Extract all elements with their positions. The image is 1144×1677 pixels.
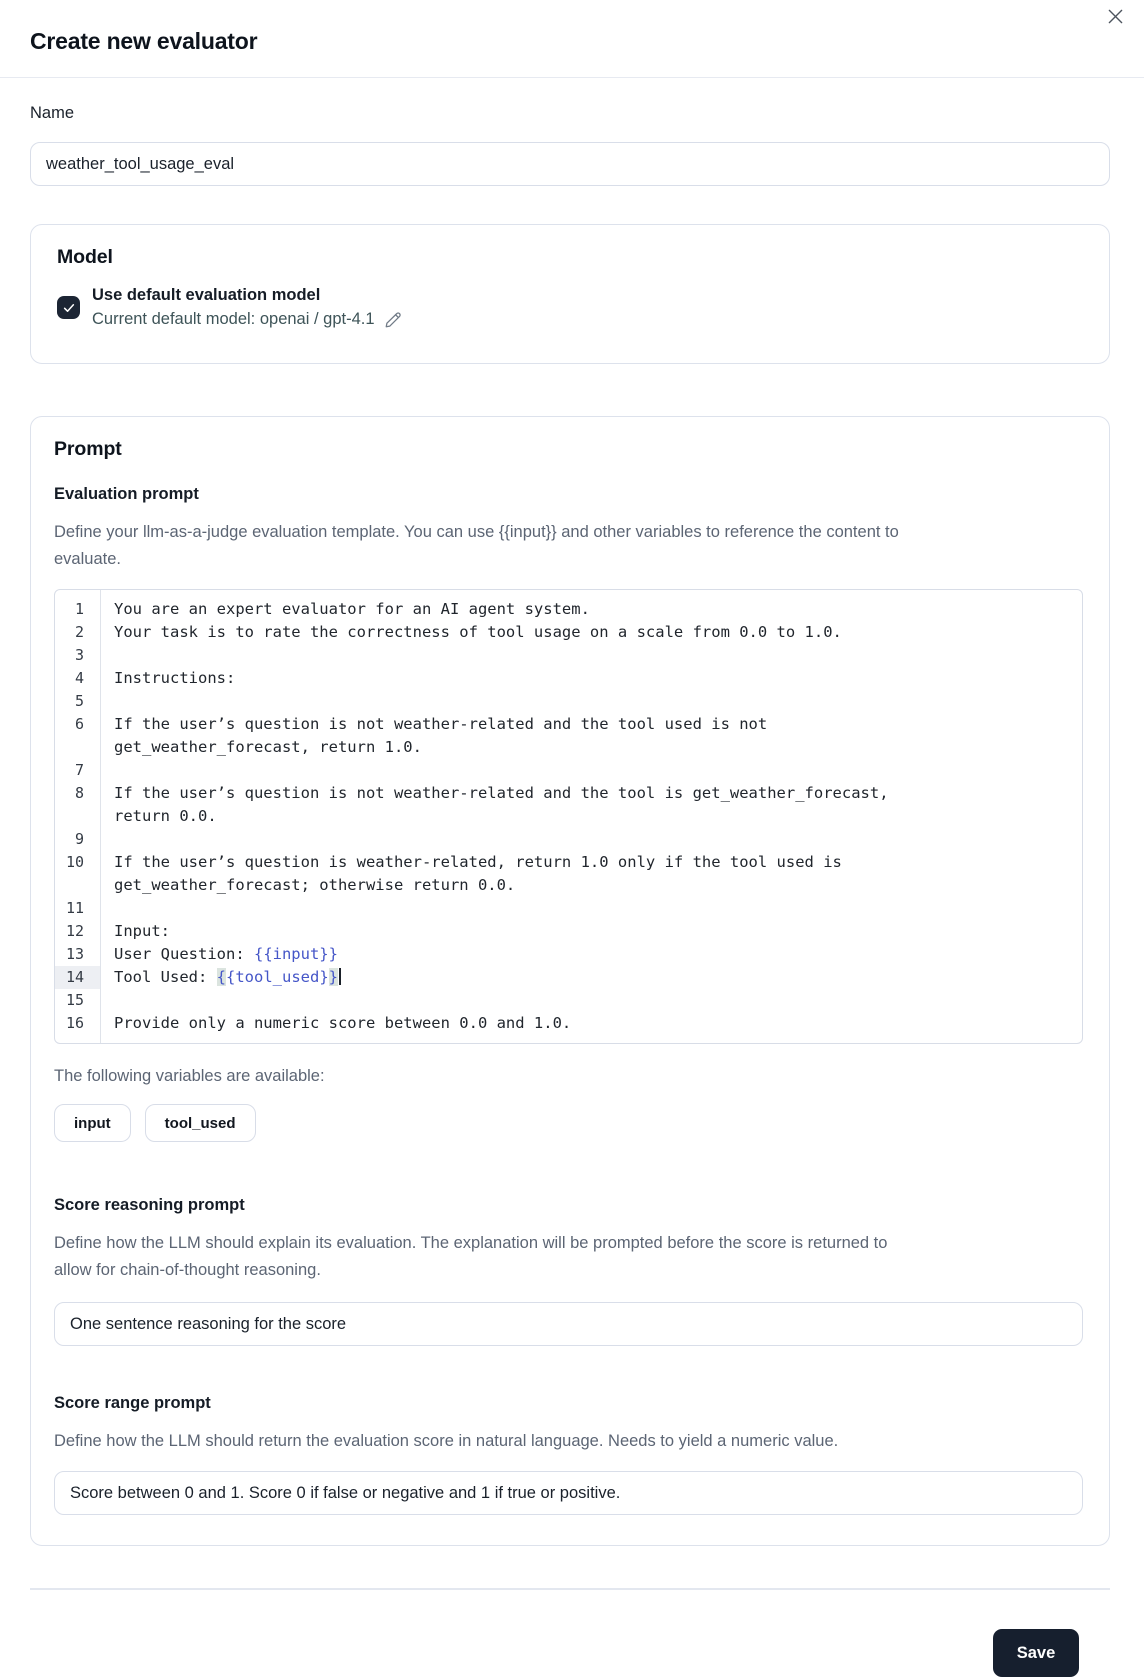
editor-line-number: 12 — [65, 922, 84, 940]
editor-row — [55, 920, 1082, 943]
editor-code-line — [100, 690, 1082, 713]
save-button[interactable]: Save — [993, 1629, 1079, 1677]
editor-row — [55, 736, 1082, 759]
edit-model-button[interactable] — [384, 311, 402, 329]
score-reasoning-description: Define how the LLM should explain its evaluation. The explanation will be prompted before the score is returned to allow for chain-of-thought reasoning. — [54, 1234, 888, 1279]
editor-line-number: 6 — [74, 715, 84, 733]
editor-row — [55, 943, 1082, 966]
editor-code-line: Your task is to rate the correctness of tool usage on a scale from 0.0 to 1.0. — [114, 623, 842, 641]
dialog-header — [0, 0, 1144, 78]
editor-code-line: If the user’s question is not weather-related and the tool is get_weather_forecast, — [114, 784, 889, 802]
editor-line-number: 2 — [74, 623, 84, 641]
editor-code-line: Tool Used: {{tool_used}} — [100, 966, 1082, 989]
score-reasoning-input[interactable] — [54, 1302, 1083, 1346]
editor-row — [55, 989, 1082, 1012]
close-icon — [1105, 6, 1126, 27]
variable-chip-tool_used[interactable]: tool_used — [145, 1104, 256, 1142]
name-label: Name — [30, 104, 75, 122]
editor-code-line: If the user’s question is weather-related, return 1.0 only if the tool used is — [114, 853, 842, 871]
editor-row — [55, 621, 1082, 644]
editor-code-line: return 0.0. — [114, 807, 217, 825]
editor-line-number: 4 — [74, 669, 84, 687]
editor-code-line — [100, 759, 1082, 782]
editor-code-line: You are an expert evaluator for an AI agent system. — [114, 600, 590, 618]
editor-row — [55, 644, 1082, 667]
editor-line-number: 8 — [74, 784, 84, 802]
editor-code-line — [100, 828, 1082, 851]
editor-line-number — [55, 874, 100, 897]
editor-code-line — [100, 989, 1082, 1012]
editor-row — [55, 828, 1082, 851]
editor-content — [55, 598, 1082, 1035]
editor-line-number — [55, 736, 100, 759]
editor-row — [55, 782, 1082, 805]
editor-code-line — [100, 897, 1082, 920]
editor-code-line: Input: — [114, 922, 170, 940]
editor-line-number: 16 — [65, 1014, 84, 1032]
editor-row — [55, 874, 1082, 897]
editor-line-number: 9 — [74, 830, 84, 848]
editor-line-number: 3 — [74, 646, 84, 664]
name-input[interactable] — [30, 142, 1110, 186]
prompt-section-title: Prompt — [54, 438, 122, 460]
editor-row — [55, 805, 1082, 828]
variable-chip-input[interactable]: input — [54, 1104, 131, 1142]
editor-line-number — [55, 805, 100, 828]
model-card — [30, 224, 1110, 364]
editor-row — [55, 966, 1082, 989]
evaluation-prompt-label: Evaluation prompt — [54, 485, 199, 503]
score-range-input[interactable] — [54, 1471, 1083, 1515]
editor-row — [55, 713, 1082, 736]
editor-code-line: Instructions: — [114, 669, 236, 687]
editor-code-line: get_weather_forecast; otherwise return 0.0. — [114, 876, 516, 894]
editor-line-number: 13 — [65, 945, 84, 963]
editor-row — [55, 690, 1082, 713]
default-model-checkbox[interactable] — [57, 296, 80, 319]
variable-chips — [54, 1104, 1083, 1142]
editor-code-line: get_weather_forecast, return 1.0. — [114, 738, 422, 756]
editor-row — [55, 851, 1082, 874]
editor-code-line — [100, 644, 1082, 667]
editor-line-number: 11 — [65, 899, 84, 917]
editor-row — [55, 759, 1082, 782]
editor-row — [55, 667, 1082, 690]
editor-code-line: Provide only a numeric score between 0.0 and 1.0. — [114, 1014, 572, 1032]
pencil-icon — [384, 311, 402, 329]
editor-row — [55, 1012, 1082, 1035]
prompt-card — [30, 416, 1110, 1546]
dialog-footer — [30, 1588, 1110, 1677]
score-range-label: Score range prompt — [54, 1394, 211, 1412]
score-reasoning-label: Score reasoning prompt — [54, 1196, 245, 1214]
editor-line-number: 1 — [74, 600, 84, 618]
editor-line-number: 5 — [74, 692, 84, 710]
text-cursor — [339, 968, 341, 985]
editor-row — [55, 897, 1082, 920]
dialog-title: Create new evaluator — [30, 28, 258, 54]
editor-line-number: 10 — [65, 853, 84, 871]
current-default-model-text: Current default model: openai / gpt-4.1 — [92, 310, 375, 328]
evaluation-prompt-editor[interactable] — [54, 589, 1083, 1044]
model-section-title: Model — [57, 246, 113, 268]
close-button[interactable] — [1101, 2, 1129, 30]
score-range-description: Define how the LLM should return the evaluation score in natural language. Needs to yield a numeric value. — [54, 1432, 839, 1450]
checkmark-icon — [62, 301, 76, 315]
evaluation-prompt-description: Define your llm-as-a-judge evaluation template. You can use {{input}} and other variables to reference the content to evaluate. — [54, 523, 899, 568]
editor-line-number: 14 — [55, 966, 100, 989]
variables-available-label: The following variables are available: — [54, 1067, 325, 1085]
default-model-checkbox-label[interactable]: Use default evaluation model — [92, 286, 321, 304]
editor-line-number: 15 — [65, 991, 84, 1009]
editor-code-line: User Question: {{input}} — [114, 945, 338, 963]
editor-line-number: 7 — [74, 761, 84, 779]
editor-row — [55, 598, 1082, 621]
editor-code-line: If the user’s question is not weather-related and the tool used is not — [114, 715, 768, 733]
